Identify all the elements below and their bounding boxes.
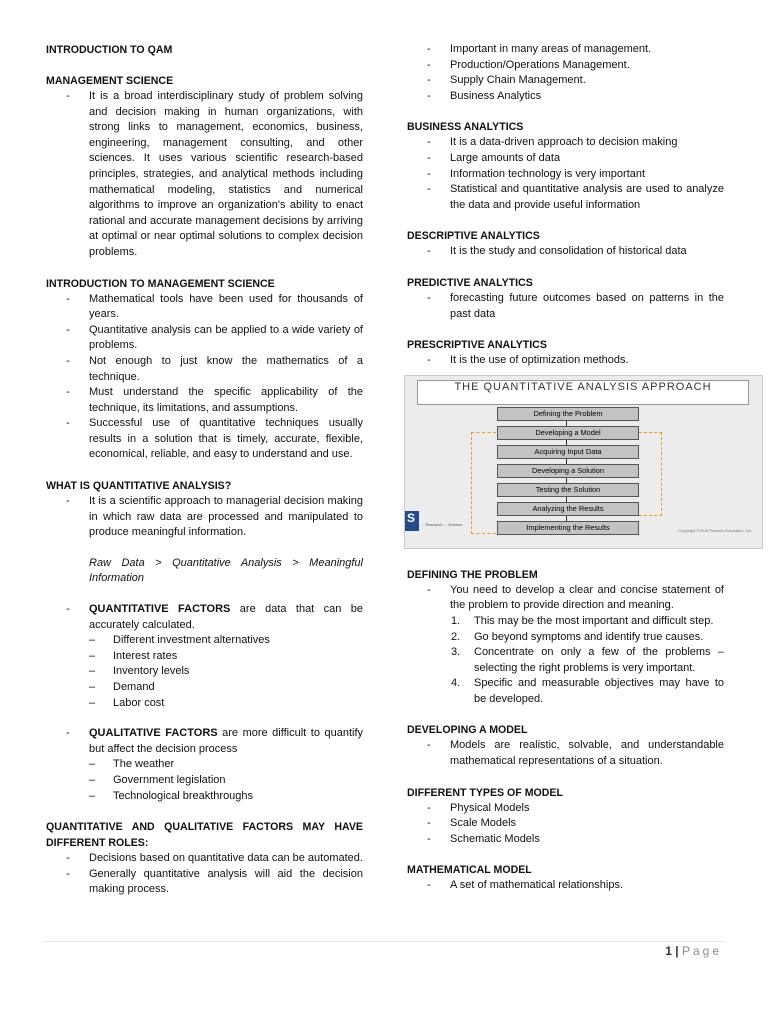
list-item: - Important in many areas of management. xyxy=(427,43,652,55)
list-item: - Production/Operations Management. xyxy=(427,58,630,71)
right-column xyxy=(407,42,752,894)
list-item: - Generally quantitative analysis will aid the decision making process. xyxy=(66,867,363,896)
numbered-item: 2. Go beyond symptoms and identify true causes. xyxy=(451,630,704,643)
list-item: - Quantitative analysis can be applied to a wide variety of problems. xyxy=(66,323,363,352)
flow-step: Developing a Model xyxy=(497,426,639,440)
flow-step: Analyzing the Results xyxy=(497,502,639,516)
numbered-item: 1. This may be the most important and difficult step. xyxy=(451,614,714,627)
sub-item: – Inventory levels xyxy=(89,665,190,678)
qa-approach-figure xyxy=(404,375,763,549)
list-item: - Statistical and quantitative analysis are used to analyze the data and provide useful information xyxy=(427,183,724,211)
list-item: - Large amounts of data xyxy=(427,151,561,164)
list-item: - Scale Models xyxy=(427,817,517,830)
figure-title: THE QUANTITATIVE ANALYSIS APPROACH xyxy=(417,380,749,405)
document-title: INTRODUCTION TO QAM xyxy=(46,44,173,56)
developing-model-heading: DEVELOPING A MODEL xyxy=(407,724,528,737)
flow-step: Defining the Problem xyxy=(497,407,639,421)
flow-step: Developing a Solution xyxy=(497,464,639,478)
list-item: - Must understand the specific applicability of the technique, its limitations, and assumptions. xyxy=(66,386,363,414)
list-item: - Models are realistic, solvable, and understandable mathematical representations of a situation. xyxy=(427,739,724,768)
figure-copyright: Copyright ©2015 Pearson Education, Inc. xyxy=(678,527,752,533)
list-item: - Not enough to just know the mathematics of a technique. xyxy=(66,354,363,383)
list-item: - Physical Models xyxy=(427,801,530,814)
sub-item: – Interest rates xyxy=(89,649,178,662)
what-is-qa-heading: WHAT IS QUANTITATIVE ANALYSIS? xyxy=(46,480,232,493)
list-item: - It is the study and consolidation of historical data xyxy=(427,245,687,258)
list-item: - Supply Chain Management. xyxy=(427,74,586,87)
sub-item: – Different investment alternatives xyxy=(89,634,270,647)
logo-caption: ... Research ... Science xyxy=(421,521,463,527)
sub-item: – Government legislation xyxy=(89,773,226,786)
flow-step: Implementing the Results xyxy=(497,521,639,535)
feedback-loop-left xyxy=(471,432,496,534)
flow-step: Acquiring Input Data xyxy=(497,445,639,459)
model-types-heading: DIFFERENT TYPES OF MODEL xyxy=(407,786,563,799)
descriptive-analytics-heading: DESCRIPTIVE ANALYTICS xyxy=(407,230,540,243)
numbered-item: 3. Concentrate on only a few of the problems – selecting the right problems is very important. xyxy=(451,646,724,674)
page-number: 1 xyxy=(665,944,672,958)
intro-management-science-heading: INTRODUCTION TO MANAGEMENT SCIENCE xyxy=(46,277,275,290)
publisher-logo: S xyxy=(405,511,419,531)
flow-step: Testing the Solution xyxy=(497,483,639,497)
feedback-loop-right xyxy=(639,432,662,516)
list-item: - You need to develop a clear and concise statement of the problem to provide direction and meaning. xyxy=(427,583,724,612)
sub-item: – Labor cost xyxy=(89,696,165,709)
factors-roles-heading: QUANTITATIVE AND QUALITATIVE FACTORS MAY HAVE DIFFERENT ROLES: xyxy=(46,821,363,850)
list-item: - Decisions based on quantitative data can be automated. xyxy=(66,852,363,865)
defining-problem-heading: DEFINING THE PROBLEM xyxy=(407,568,538,581)
list-item: - forecasting future outcomes based on patterns in the past data xyxy=(427,291,724,320)
list-item: - It is a scientific approach to managerial decision making in which raw data are processed and manipulated to produce meaningful information. xyxy=(66,495,363,539)
sub-item: – Technological breakthroughs xyxy=(89,789,254,802)
sub-item: – Demand xyxy=(89,681,155,693)
mathematical-model-heading: MATHEMATICAL MODEL xyxy=(407,864,532,877)
list-item: - It is the use of optimization methods. xyxy=(427,354,629,367)
numbered-item: 4. Specific and measurable objectives may have to be developed. xyxy=(451,677,724,705)
list-item: - Successful use of quantitative techniques usually results in a solution that is timely, accurate, flexible, economical, reliable, and easy to understand and use. xyxy=(66,417,363,461)
list-item: - A set of mathematical relationships. xyxy=(427,879,624,892)
quantitative-factors-item: - QUANTITATIVE FACTORS are data that can be accurately calculated. xyxy=(66,603,363,631)
list-item: - Business Analytics xyxy=(427,89,542,102)
footer-divider xyxy=(44,941,724,942)
left-column xyxy=(46,42,363,898)
page-label: Page xyxy=(681,944,722,958)
list-item: - It is a data-driven approach to decision making xyxy=(427,136,678,149)
prescriptive-analytics-heading: PRESCRIPTIVE ANALYTICS xyxy=(407,339,547,352)
page-footer xyxy=(665,944,722,958)
list-item: - It is a broad interdisciplinary study of problem solving and decision making in human organizations, with strong links to management, economics, business, engineering, management consulting, and other sciences. It uses various scientific research-based principles, strategies, and analytical methods including mathematical modeling, statistics and numerical algorithms to improve an organization's ability to enact rational and accurate management decisions by arriving at optimal or near optimal solutions to complex decision problems. xyxy=(66,90,363,258)
qualitative-factors-item: - QUALITATIVE FACTORS are more difficult to quantify but affect the decision process xyxy=(66,727,363,755)
management-science-heading: MANAGEMENT SCIENCE xyxy=(46,75,174,87)
sub-item: – The weather xyxy=(89,758,175,771)
footer-separator: | xyxy=(675,944,679,958)
predictive-analytics-heading: PREDICTIVE ANALYTICS xyxy=(407,276,533,289)
business-analytics-heading: BUSINESS ANALYTICS xyxy=(407,121,524,134)
list-item: - Schematic Models xyxy=(427,832,540,845)
list-item: - Information technology is very important xyxy=(427,167,646,180)
list-item: - Mathematical tools have been used for thousands of years. xyxy=(66,292,363,321)
qa-flow-text: Raw Data > Quantitative Analysis > Meaningful Information xyxy=(89,556,363,585)
